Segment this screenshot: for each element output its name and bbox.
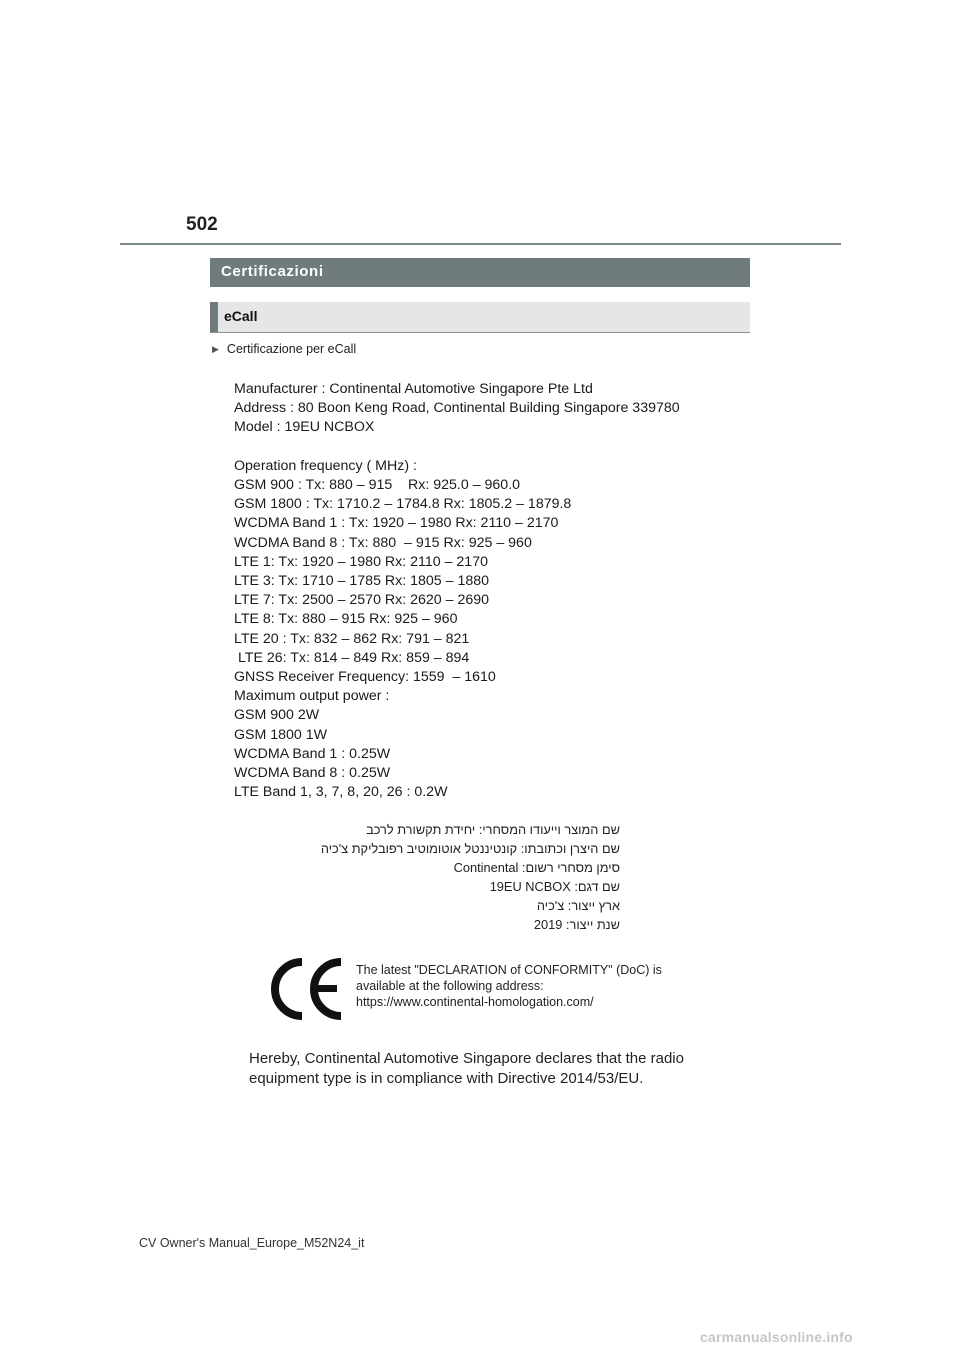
doc-notice-line: available at the following address: xyxy=(356,979,544,993)
spec-line: LTE 1: Tx: 1920 – 1980 Rx: 2110 – 2170 xyxy=(234,553,488,570)
spec-line: LTE Band 1, 3, 7, 8, 20, 26 : 0.2W xyxy=(234,784,448,801)
manufacturer-line: Manufacturer : Continental Automotive Singapore Pte Ltd xyxy=(234,381,593,397)
spec-line: WCDMA Band 1 : 0.25W xyxy=(234,745,391,762)
hebrew-line: שם דגם: 19EU NCBOX xyxy=(489,879,620,894)
hebrew-line: שנת ייצור: 2019 xyxy=(533,917,620,932)
spec-line: LTE 26: Tx: 814 – 849 Rx: 859 – 894 xyxy=(234,649,470,666)
declaration-line: Hereby, Continental Automotive Singapore declares that the radio xyxy=(249,1050,684,1067)
spacer xyxy=(234,438,754,457)
section-header xyxy=(210,258,750,287)
page-number: 502 xyxy=(186,214,218,235)
spec-line: LTE 7: Tx: 2500 – 2570 Rx: 2620 – 2690 xyxy=(234,592,490,609)
spec-line: LTE 8: Tx: 880 – 915 Rx: 925 – 960 xyxy=(234,611,458,628)
spec-line: GSM 900 : Tx: 880 – 915 Rx: 925.0 – 960.0 xyxy=(234,477,521,493)
spec-line: Operation frequency ( MHz) : xyxy=(234,457,417,474)
section-title: Certificazioni xyxy=(221,263,324,280)
footer-manual-name: CV Owner's Manual_Europe_M52N24_it xyxy=(139,1236,365,1250)
model-line: Model : 19EU NCBOX xyxy=(234,419,375,436)
hebrew-line: שם היצרן וכתובתו: קונטיננטל אוטומוטיב רפובליקת צ'כיה xyxy=(320,841,620,856)
spec-line: WCDMA Band 8 : Tx: 880 – 915 Rx: 925 – 960 xyxy=(234,534,532,551)
spec-line: LTE 20 : Tx: 832 – 862 Rx: 791 – 821 xyxy=(234,630,470,647)
spec-line: GSM 1800 1W xyxy=(234,726,328,743)
spec-line: GNSS Receiver Frequency: 1559 – 1610 xyxy=(234,669,496,686)
subsection-header xyxy=(210,302,750,333)
triangle-bullet-icon: ▶ xyxy=(212,344,219,354)
compliance-declaration xyxy=(249,1049,749,1089)
declaration-line: equipment type is in compliance with Directive 2014/53/EU. xyxy=(249,1070,644,1087)
doc-url: https://www.continental-homologation.com/ xyxy=(356,995,594,1009)
spec-line: LTE 3: Tx: 1710 – 1785 Rx: 1805 – 1880 xyxy=(234,573,490,590)
hebrew-line: סימן מסחרי רשום: Continental xyxy=(453,860,620,875)
spec-line: Maximum output power : xyxy=(234,688,390,705)
spec-line: GSM 900 2W xyxy=(234,707,320,724)
doc-notice-line: The latest "DECLARATION of CONFORMITY" (DoC) is xyxy=(356,963,662,977)
subsection-accent xyxy=(210,302,218,332)
doc-notice xyxy=(356,962,736,1010)
hebrew-block xyxy=(290,820,620,934)
hebrew-line: ארץ ייצור: צ'כיה xyxy=(536,898,620,913)
watermark: carmanualsonline.info xyxy=(700,1329,853,1345)
spec-line: GSM 1800 : Tx: 1710.2 – 1784.8 Rx: 1805.2 – 1879.8 xyxy=(234,496,572,513)
spec-line: WCDMA Band 1 : Tx: 1920 – 1980 Rx: 2110 – 2170 xyxy=(234,515,559,532)
hebrew-line: שם המוצר וייעודו המסחרי: יחידת תקשורת לרכב xyxy=(366,822,620,837)
header-rule xyxy=(120,243,841,245)
ce-mark-icon xyxy=(266,954,348,1024)
manufacturer-block xyxy=(234,380,754,802)
bullet-text: Certificazione per eCall xyxy=(226,342,357,356)
bullet-item xyxy=(212,342,356,356)
subsection-title: eCall xyxy=(224,308,258,324)
spec-line: WCDMA Band 8 : 0.25W xyxy=(234,765,391,782)
address-line: Address : 80 Boon Keng Road, Continental Building Singapore 339780 xyxy=(234,400,680,417)
